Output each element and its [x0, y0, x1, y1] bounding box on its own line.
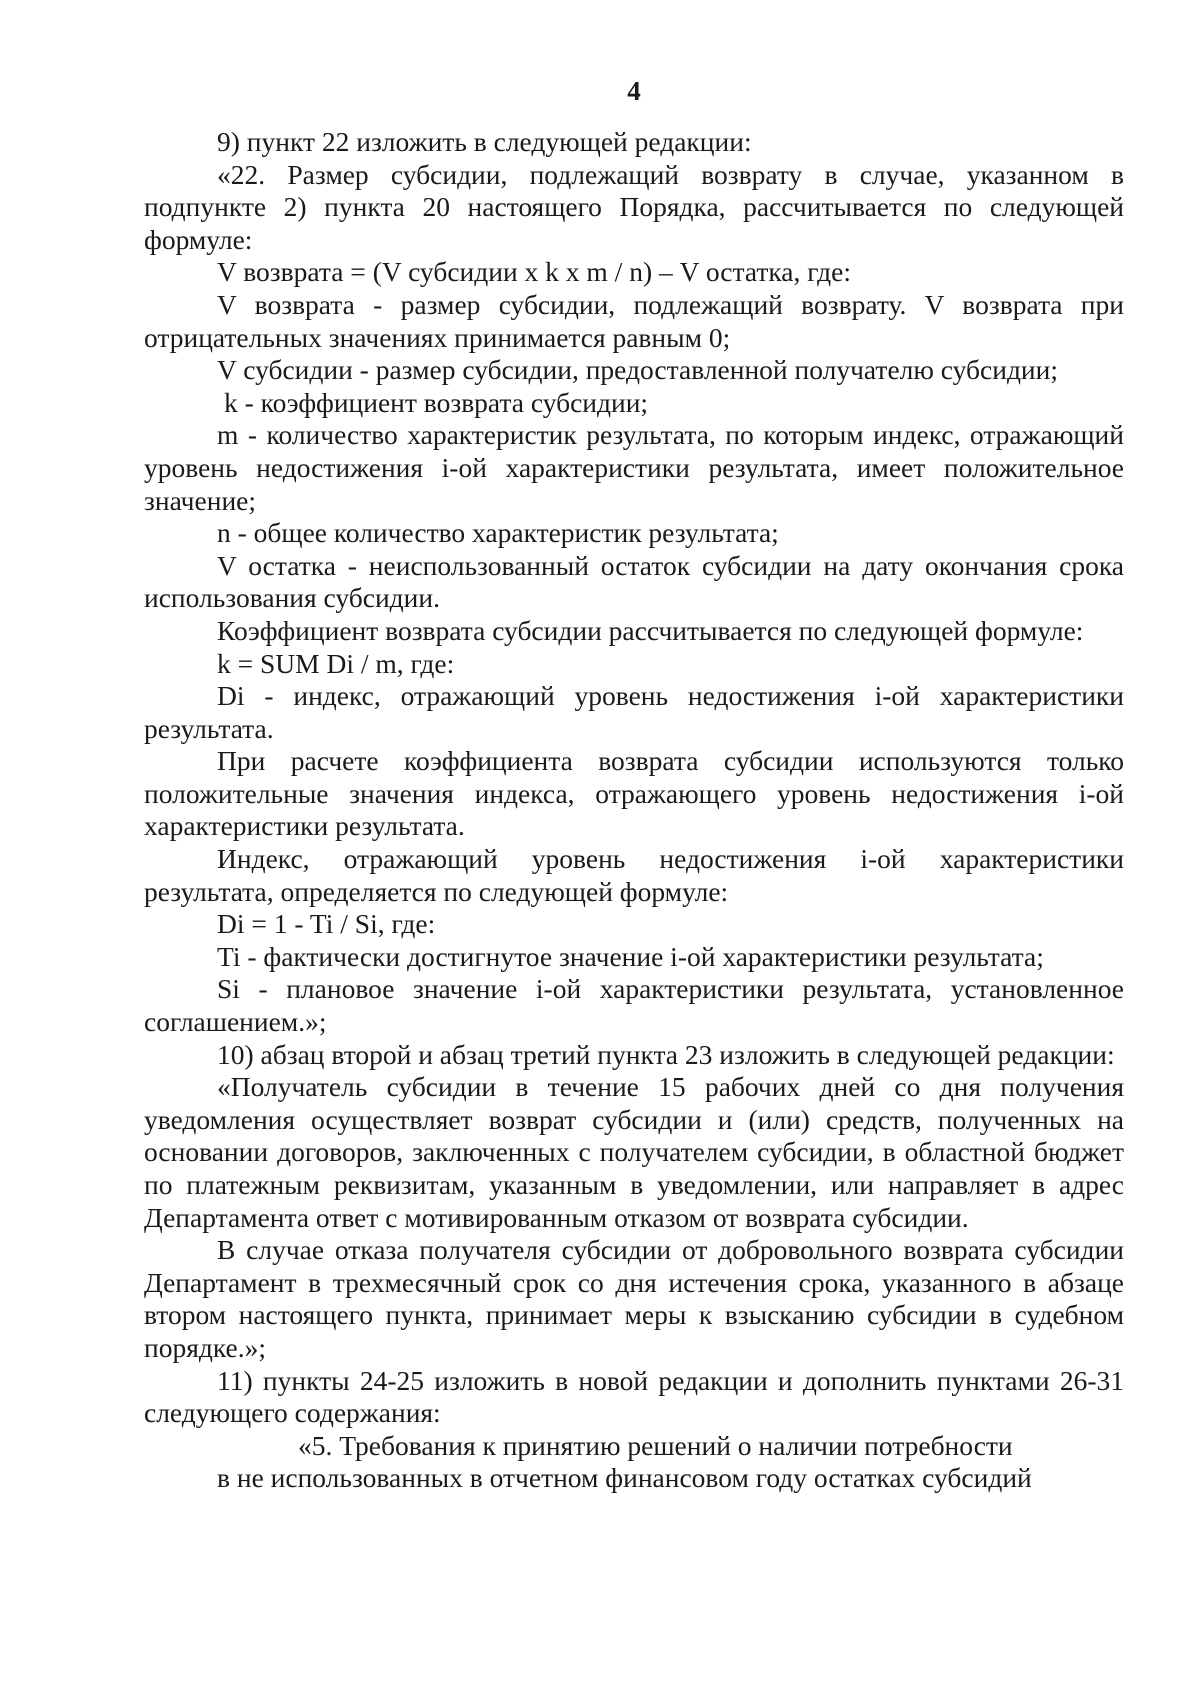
paragraph-quote-22: «22. Размер субсидии, подлежащий возврату в случае, указанном в подпункте 2) пункта 20 настоящего Порядка, рассчитывается по следующей формуле:	[144, 158, 1124, 255]
formula-v-return: V возврата = (V субсидии x k x m / n) – V остатка, где:	[217, 256, 851, 288]
definition-v-subsidy: V субсидии - размер субсидии, предоставленной получателю субсидии;	[217, 354, 1059, 386]
definition-ti: Ti - фактически достигнутое значение i-ой характеристики результата;	[217, 940, 1044, 972]
paragraph-positive-values: При расчете коэффициента возврата субсидии используются только положительные значения индекса, отражающего уровень недостижения i-ой характеристики результата.	[144, 745, 1124, 842]
definition-k: k - коэффициент возврата субсидии;	[224, 386, 649, 418]
definition-n: n - общее количество характеристик результата;	[217, 517, 779, 549]
section-heading-line-2: в не использованных в отчетном финансовом году остатках субсидий	[217, 1462, 1032, 1494]
definition-di: Di - индекс, отражающий уровень недостижения i-ой характеристики результата.	[144, 680, 1124, 744]
page-number: 4	[627, 76, 641, 106]
document-body	[144, 126, 1124, 1495]
paragraph-index-intro: Индекс, отражающий уровень недостижения i-ой характеристики результата, определяется по следующей формуле:	[144, 843, 1124, 907]
paragraph-recipient-return: «Получатель субсидии в течение 15 рабочих дней со дня получения уведомления осуществляет возврат субсидии и (или) средств, полученных на основании договоров, заключенных с получателем субсидии, в областной бюджет по платежным реквизитам, указанным в уведомлении, или направляет в адрес Департамента ответ с мотивированным отказом от возврата субсидии.	[144, 1071, 1124, 1233]
definition-v-return: V возврата - размер субсидии, подлежащий возврату. V возврата при отрицательных значениях принимается равным 0;	[144, 288, 1124, 353]
formula-di: Di = 1 - Ti / Si, где:	[217, 908, 436, 940]
formula-k: k = SUM Di / m, где:	[217, 647, 455, 679]
paragraph-item-9: 9) пункт 22 изложить в следующей редакции:	[217, 126, 752, 157]
paragraph-coefficient-intro: Коэффициент возврата субсидии рассчитывается по следующей формуле:	[217, 614, 1084, 646]
definition-v-remainder: V остатка - неиспользованный остаток субсидии на дату окончания срока использования субсидии.	[144, 549, 1124, 614]
section-heading-line-1: «5. Требования к принятию решений о наличии потребности	[298, 1429, 1013, 1461]
paragraph-refusal: В случае отказа получателя субсидии от добровольного возврата субсидии Департамент в трехмесячный срок со дня истечения срока, указанного в абзаце втором настоящего пункта, принимает меры к взысканию субсидии в судебном порядке.»;	[144, 1234, 1124, 1363]
paragraph-item-11: 11) пункты 24-25 изложить в новой редакции и дополнить пунктами 26-31 следующего содержания:	[144, 1364, 1124, 1429]
paragraph-item-10: 10) абзац второй и абзац третий пункта 23 изложить в следующей редакции:	[217, 1038, 1115, 1070]
definition-si: Si - плановое значение i-ой характеристики результата, установленное соглашением.»;	[144, 973, 1124, 1038]
definition-m: m - количество характеристик результата, по которым индекс, отражающий уровень недостижения i-ой характеристики результата, имеет положительное значение;	[144, 419, 1124, 516]
